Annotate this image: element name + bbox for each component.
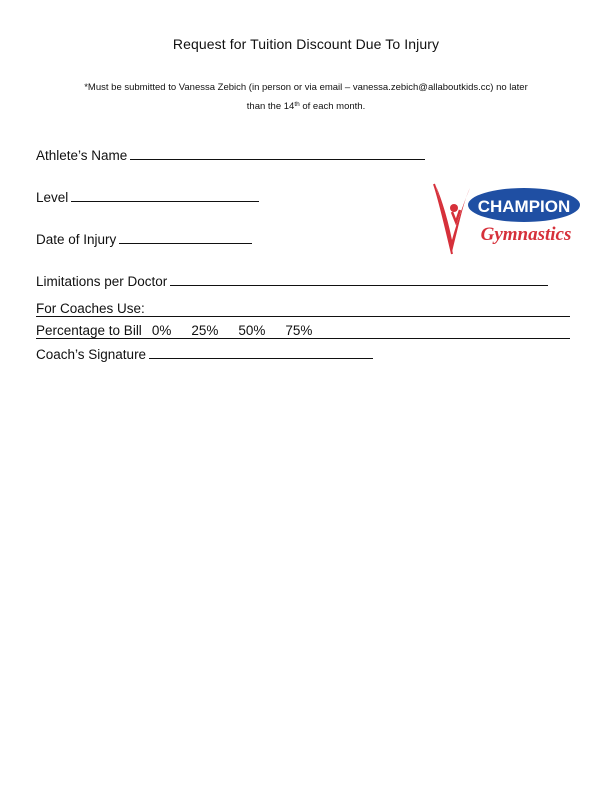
percentage-to-bill-field xyxy=(36,323,332,338)
coach-signature-field xyxy=(36,345,373,362)
logo-word-champion: CHAMPION xyxy=(477,197,571,216)
logo-word-gymnastics: Gymnastics xyxy=(480,224,572,245)
percent-option-75[interactable]: 75% xyxy=(285,323,313,338)
coaches-use-heading: For Coaches Use: xyxy=(36,301,145,316)
date-of-injury-label: Date of Injury xyxy=(36,232,117,247)
athlete-name-label: Athlete’s Name xyxy=(36,148,128,163)
submission-notice xyxy=(40,79,572,115)
notice-line-1: *Must be submitted to Vanessa Zebich (in person or via email – vanessa.zebich@allaboutkids.cc) no later xyxy=(84,82,528,93)
champion-gymnastics-logo xyxy=(430,180,580,256)
athlete-name-input-line[interactable] xyxy=(130,146,425,160)
percent-option-50[interactable]: 50% xyxy=(238,323,266,338)
limitations-field xyxy=(36,272,548,289)
coach-signature-input-line[interactable] xyxy=(149,345,373,359)
date-of-injury-field xyxy=(36,230,252,247)
percentage-to-bill-label: Percentage to Bill xyxy=(36,323,142,338)
level-field xyxy=(36,188,259,205)
level-label: Level xyxy=(36,190,69,205)
date-of-injury-input-line[interactable] xyxy=(119,230,252,244)
level-input-line[interactable] xyxy=(71,188,259,202)
coach-signature-label: Coach’s Signature xyxy=(36,347,147,362)
coaches-use-line xyxy=(36,316,570,317)
athlete-name-field xyxy=(36,146,425,163)
limitations-input-line[interactable] xyxy=(170,272,548,286)
limitations-label: Limitations per Doctor xyxy=(36,274,168,289)
percent-option-0[interactable]: 0% xyxy=(151,323,172,338)
form-title: Request for Tuition Discount Due To Injury xyxy=(172,36,440,52)
percentage-line xyxy=(36,338,570,339)
percent-option-25[interactable]: 25% xyxy=(191,323,219,338)
notice-line-2: than the 14th of each month. xyxy=(246,101,366,112)
